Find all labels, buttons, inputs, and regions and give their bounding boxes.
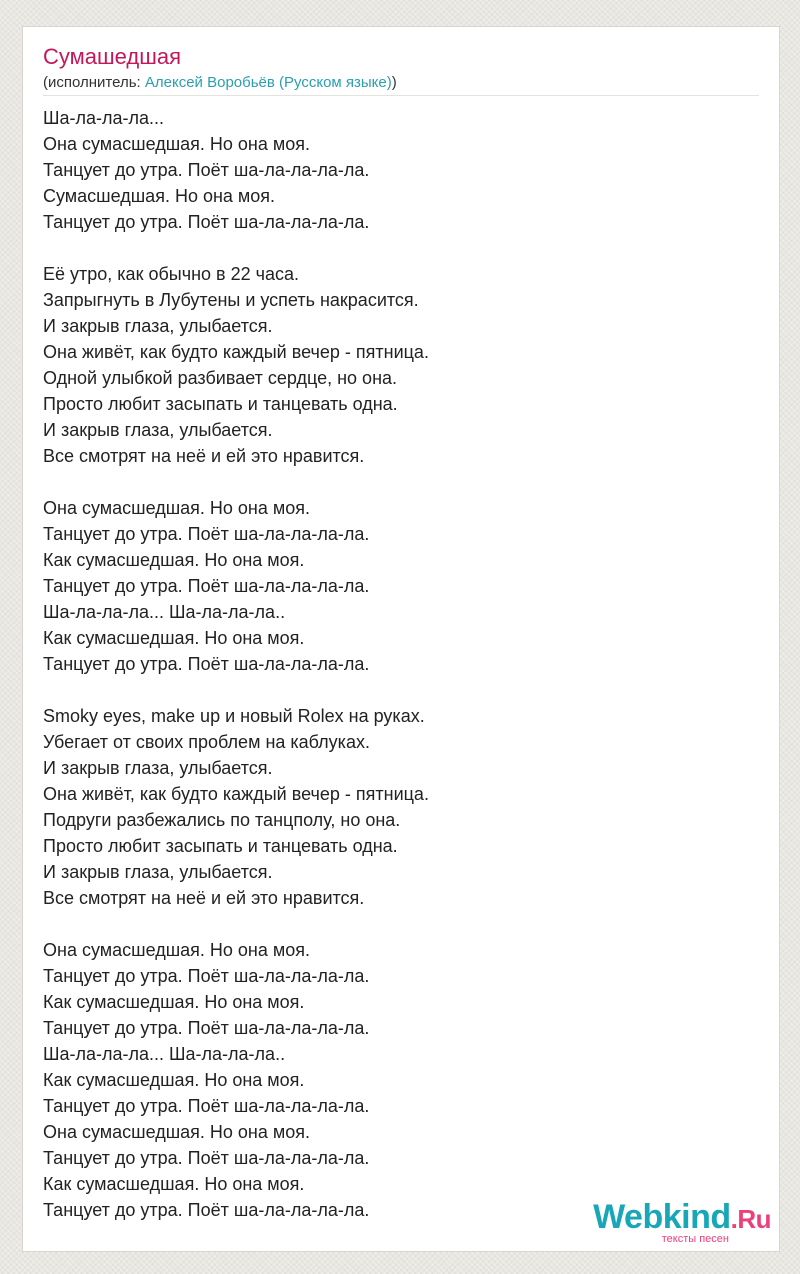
lyric-line: Она сумасшедшая. Но она моя. [43, 498, 311, 518]
lyric-line: Все смотрят на неё и ей это нравится. [43, 888, 365, 908]
lyric-line: Она живёт, как будто каждый вечер - пятница. [43, 784, 429, 804]
logo-tagline: тексты песен [661, 1233, 729, 1245]
lyric-line: Просто любит засыпать и танцевать одна. [43, 836, 398, 856]
lyric-line: Ша-ла-ла-ла... Ша-ла-ла-ла.. [43, 602, 286, 622]
lyric-line: И закрыв глаза, улыбается. [43, 862, 273, 882]
artist-prefix: (исполнитель: [43, 74, 145, 91]
lyric-line: Танцует до утра. Поёт ша-ла-ла-ла-ла. [43, 654, 370, 674]
artist-suffix: ) [391, 74, 397, 91]
lyric-line: Сумасшедшая. Но она моя. [43, 186, 276, 206]
lyric-line: И закрыв глаза, улыбается. [43, 316, 273, 336]
site-logo[interactable] [593, 1199, 771, 1245]
lyric-line: Танцует до утра. Поёт ша-ла-ла-ла-ла. [43, 966, 370, 986]
lyric-line: Убегает от своих проблем на каблуках. [43, 732, 370, 752]
lyric-line: Как сумасшедшая. Но она моя. [43, 1070, 305, 1090]
lyric-line: Запрыгнуть в Лубутены и успеть накрасится. [43, 290, 419, 310]
stanza-break [43, 677, 429, 703]
stanza-break [43, 911, 429, 937]
lyric-line: И закрыв глаза, улыбается. [43, 758, 273, 778]
lyric-line: Танцует до утра. Поёт ша-ла-ла-ла-ла. [43, 1200, 370, 1220]
lyrics-text [43, 105, 429, 1223]
lyric-line: Одной улыбкой разбивает сердце, но она. [43, 368, 398, 388]
lyric-line: Танцует до утра. Поёт ша-ла-ла-ла-ла. [43, 524, 370, 544]
lyric-line: Танцует до утра. Поёт ша-ла-ла-ла-ла. [43, 1148, 370, 1168]
header-divider [43, 95, 759, 96]
lyric-line: Ша-ла-ла-ла... Ша-ла-ла-ла.. [43, 1044, 286, 1064]
lyric-line: Танцует до утра. Поёт ша-ла-ла-ла-ла. [43, 1096, 370, 1116]
lyric-line: Её утро, как обычно в 22 часа. [43, 264, 300, 284]
lyric-line: Как сумасшедшая. Но она моя. [43, 992, 305, 1012]
lyric-line: Она сумасшедшая. Но она моя. [43, 134, 311, 154]
lyric-line: Она живёт, как будто каждый вечер - пятница. [43, 342, 429, 362]
lyric-line: Подруги разбежались по танцполу, но она. [43, 810, 401, 830]
artist-link[interactable]: Алексей Воробьёв (Русском языке) [144, 74, 392, 91]
lyric-line: Танцует до утра. Поёт ша-ла-ла-ла-ла. [43, 212, 370, 232]
logo-tld: .Ru [730, 1204, 771, 1234]
lyric-line: Smoky eyes, make up и новый Rolex на руках. [43, 706, 425, 726]
lyric-line: Как сумасшедшая. Но она моя. [43, 550, 305, 570]
stanza-break [43, 469, 429, 495]
lyric-line: Все смотрят на неё и ей это нравится. [43, 446, 365, 466]
stanza-break [43, 235, 429, 261]
lyric-line: Как сумасшедшая. Но она моя. [43, 1174, 305, 1194]
lyric-line: Танцует до утра. Поёт ша-ла-ла-ла-ла. [43, 160, 370, 180]
lyric-line: Просто любит засыпать и танцевать одна. [43, 394, 398, 414]
lyric-line: Танцует до утра. Поёт ша-ла-ла-ла-ла. [43, 576, 370, 596]
lyric-line: Танцует до утра. Поёт ша-ла-ла-ла-ла. [43, 1018, 370, 1038]
lyric-line: Она сумасшедшая. Но она моя. [43, 1122, 311, 1142]
song-title: Сумашедшая [43, 44, 182, 69]
logo-brand: Webkind [593, 1198, 731, 1236]
lyric-line: Как сумасшедшая. Но она моя. [43, 628, 305, 648]
lyric-line: Она сумасшедшая. Но она моя. [43, 940, 311, 960]
lyrics-card [22, 26, 780, 1252]
lyric-line: И закрыв глаза, улыбается. [43, 420, 273, 440]
artist-line [43, 73, 397, 93]
lyric-line: Ша-ла-ла-ла... [43, 108, 165, 128]
